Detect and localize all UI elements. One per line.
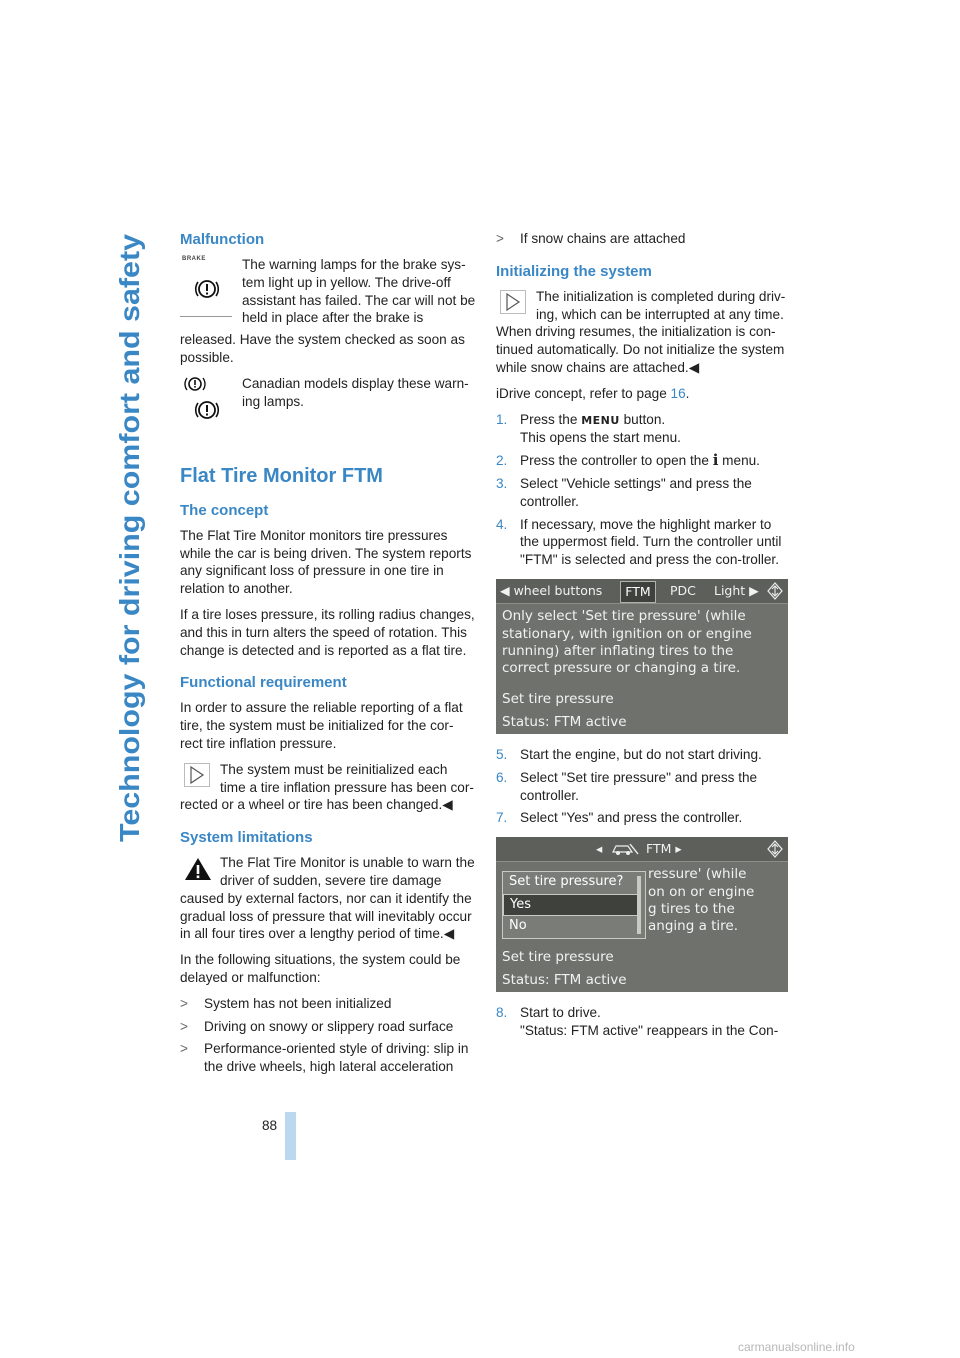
canadian-lamp-icon-box [180,375,232,445]
functional-note [180,761,476,814]
functional-p1: In order to assure the reliable reporting of a flat tire, the system must be initialized for the cor-rect tire inflation pressure. [180,700,463,751]
side-title-text: Technology for driving comfort and safety [114,292,145,842]
limitations-list-cont [496,230,792,248]
steps-a [496,411,792,569]
tab-ftm-active: FTM [620,581,656,603]
list-item: 4. If necessary, move the highlight marker to the uppermost field. Turn the controller until "FTM" is selected and press the con-troller. [496,516,782,568]
tab-light: Light ▶ [714,582,759,598]
screen-line: ressure' (while [648,866,747,883]
warning-triangle-icon [184,856,212,882]
malfunction-p2: Canadian models display these warn-ing lamps. [242,375,469,409]
limitations-p1: In the following situations, the system could be delayed or malfunction: [180,952,461,985]
page-number: 88 [262,1118,278,1133]
side-title [94,232,154,842]
malfunction-heading: Malfunction [180,231,265,248]
init-note-text: The initialization is completed during driv-ing, which can be interrupted at any time. When driving resumes, the initialization is con-tinued automatically. Do not initialize the system while snow chains are attached. [496,288,786,375]
left-column [180,230,476,1081]
warning-lamp-small-icon [182,371,208,397]
functional-note-text: The system must be reinitialized each time a tire inflation pressure has been cor-rected or a wheel or tire has been changed. [180,761,474,813]
status-line: Status: FTM active [502,972,627,989]
page-tab-bar [285,1112,296,1160]
list-item: 5. Start the engine, but do not start driving. [496,746,762,762]
idrive-screen-confirm [496,837,788,992]
screen-title-ftm: FTM ▸ [646,841,682,857]
popup-scrollbar [637,876,641,934]
scroll-arrows-icon [764,581,786,601]
note-triangle-icon [184,763,210,787]
car-tire-icon [610,841,640,857]
note-end-mark: ◀ [442,797,453,813]
limitations-heading: System limitations [180,829,313,847]
functional-heading: Functional requirement [180,674,347,692]
page-link[interactable]: 16 [670,385,686,401]
popup-title: Set tire pressure? [509,874,624,890]
list-item: > Performance-oriented style of driving: slip in the drive wheels, high lateral acceleration [180,1041,469,1075]
screen-line: on on or engine [648,884,755,901]
status-line: Status: FTM active [502,713,627,730]
tab-wheel-buttons: ◀ wheel buttons [500,582,603,598]
list-item: 2. Press the controller to open the i menu. [496,451,760,470]
malfunction-p1: The warning lamps for the brake sys-tem light up in yellow. The drive-off assistant has failed. The car will not be held in place after the brake is [242,257,476,326]
idrive-ref: iDrive concept, refer to page 16. [496,385,690,401]
init-note [496,288,792,377]
steps-c [496,1004,792,1040]
concept-p2: If a tire loses pressure, its rolling radius changes, and this in turn alters the speed of rotation. This change is detected and is reported as a flat tire. [180,606,475,658]
list-item: > System has not been initialized [180,995,392,1011]
canadian-warning-block [180,375,476,445]
list-item: 6. Select "Set tire pressure" and press the controller. [496,769,758,803]
list-item: 8. Start to drive. "Status: FTM active" reappears in the Con- [496,1005,779,1038]
list-item: > If snow chains are attached [496,231,686,246]
init-heading: Initializing the system [496,262,652,280]
note-triangle-icon [500,290,526,314]
tab-pdc: PDC [670,582,696,598]
screen-line: g tires to the [648,901,735,918]
list-item: > Driving on snowy or slippery road surface [180,1018,454,1034]
screen-tab-bar [496,837,788,862]
screen-line: correct pressure or changing a tire. [502,659,741,676]
scroll-arrows-icon [764,839,786,859]
watermark: carmanualsonline.info [738,1340,855,1354]
limitations-warning [180,854,476,943]
screen-line: running) after inflating tires to the [502,642,734,659]
popup-option-no[interactable]: No [509,918,527,934]
concept-heading: The concept [180,501,269,519]
brake-warning-lamp-icon [194,397,220,423]
set-tire-pressure-item: Set tire pressure [502,949,614,966]
screen-line: anging a tire. [648,918,739,935]
brake-warning-block [180,256,476,367]
right-column [496,230,792,1046]
set-tire-pressure-item: Set tire pressure [502,690,614,707]
idrive-screen-ftm [496,579,788,734]
brake-warning-lamp-icon [194,276,220,302]
confirm-popup [502,871,646,939]
malfunction-p1-rest: released. Have the system checked as soon as possible. [180,332,465,365]
screen-line: stationary, with ignition on or engine [502,625,752,642]
concept-p1: The Flat Tire Monitor monitors tire pressures while the car is being driven. The system reports any significant loss of pressure in one tire in relation to another. [180,527,472,597]
menu-button-label: MENU [581,413,620,427]
list-item: 1. Press the MENU button. This opens the start menu. [496,411,681,446]
ftm-title: Flat Tire Monitor FTM [180,464,383,487]
popup-option-yes[interactable]: Yes [503,894,641,916]
info-icon: i [712,451,719,470]
steps-b [496,746,792,827]
limitations-warning-text: The Flat Tire Monitor is unable to warn the driver of sudden, severe tire damage caused by external factors, nor can it identify the gradual loss of pressure that will inevitably occur in all four tires over a lengthy period of time. [180,855,475,942]
title-left-arrow: ◂ [596,841,603,857]
limitations-list [180,995,476,1076]
list-item: 3. Select "Vehicle settings" and press the controller. [496,475,752,509]
screen-line: Only select 'Set tire pressure' (while [502,607,746,624]
brake-lamp-icon-box [180,256,232,326]
list-item: 7. Select "Yes" and press the controller. [496,810,743,826]
note-end-mark: ◀ [688,359,700,375]
brake-label: BRAKE [182,256,206,262]
warning-end-mark: ◀ [443,926,455,942]
